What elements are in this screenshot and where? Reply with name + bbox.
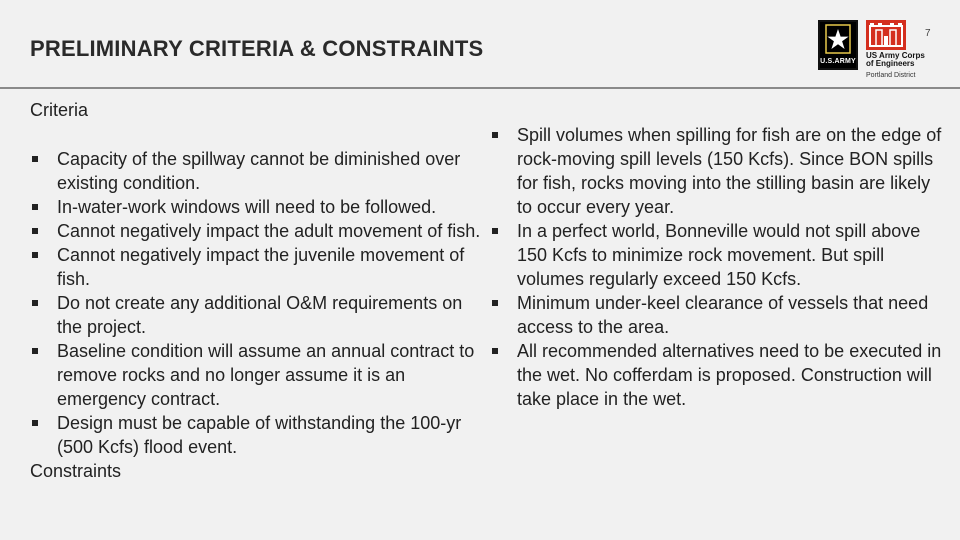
section-label-criteria: Criteria: [30, 100, 89, 120]
page-number: 7: [925, 28, 931, 39]
corps-logo-text: [866, 52, 946, 68]
district-label: Portland District: [866, 72, 916, 79]
castle-icon: [866, 20, 906, 50]
left-bullet-list: [30, 147, 490, 459]
list-item: [490, 291, 950, 339]
list-item: [30, 219, 490, 243]
army-logo-text: U.S.ARMY: [820, 58, 856, 65]
bullet-icon: [492, 228, 498, 234]
list-item: [30, 291, 490, 339]
right-bullet-list: [490, 123, 950, 411]
corps-line-2: of Engineers: [866, 59, 915, 68]
list-item-text: Cannot negatively impact the juvenile movement of fish.: [57, 245, 465, 289]
title-rule: [0, 87, 960, 89]
bullet-icon: [32, 348, 38, 354]
bullet-icon: [32, 156, 38, 162]
bullet-icon: [32, 204, 38, 210]
list-item-text: Baseline condition will assume an annual contract to remove rocks and no longer assume it is an emergency contract.: [57, 341, 475, 409]
list-item-text: Design must be capable of withstanding the 100-yr (500 Kcfs) flood event.: [57, 413, 462, 457]
list-item: [30, 195, 490, 219]
list-item: [490, 123, 950, 219]
list-item: [490, 339, 950, 411]
bullet-icon: [492, 300, 498, 306]
bullet-icon: [492, 348, 498, 354]
bullet-icon: [32, 228, 38, 234]
corps-line-1: US Army Corps: [866, 51, 925, 60]
list-item-text: All recommended alternatives need to be executed in the wet. No cofferdam is proposed. Construction will take place in the wet.: [517, 341, 942, 409]
left-column: [30, 147, 490, 483]
list-item-text: Cannot negatively impact the adult movement of fish.: [57, 221, 481, 241]
bullet-icon: [32, 420, 38, 426]
section-label-constraints: Constraints: [30, 461, 122, 481]
bullet-icon: [32, 300, 38, 306]
list-item: [30, 411, 490, 459]
list-item-text: Minimum under-keel clearance of vessels that need access to the area.: [517, 293, 929, 337]
bullet-icon: [32, 252, 38, 258]
list-item: [490, 219, 950, 291]
bullet-icon: [492, 132, 498, 138]
slide-title: PRELIMINARY CRITERIA & CONSTRAINTS: [30, 36, 484, 61]
list-item-text: Do not create any additional O&M requirements on the project.: [57, 293, 463, 337]
list-item-text: Capacity of the spillway cannot be diminished over existing condition.: [57, 149, 461, 193]
list-item-text: In a perfect world, Bonneville would not spill above 150 Kcfs to minimize rock movement. But spill volumes regularly exceed 150 Kcfs.: [517, 221, 921, 289]
list-item-text: In-water-work windows will need to be followed.: [57, 197, 437, 217]
list-item: [30, 339, 490, 411]
army-logo: [818, 20, 858, 70]
right-column: [490, 123, 950, 411]
list-item: [30, 147, 490, 195]
list-item: [30, 243, 490, 291]
list-item-text: Spill volumes when spilling for fish are on the edge of rock-moving spill levels (150 Kcfs). Since BON spills for fish, rocks moving into the stilling basin are likely to occur every year.: [517, 125, 942, 217]
